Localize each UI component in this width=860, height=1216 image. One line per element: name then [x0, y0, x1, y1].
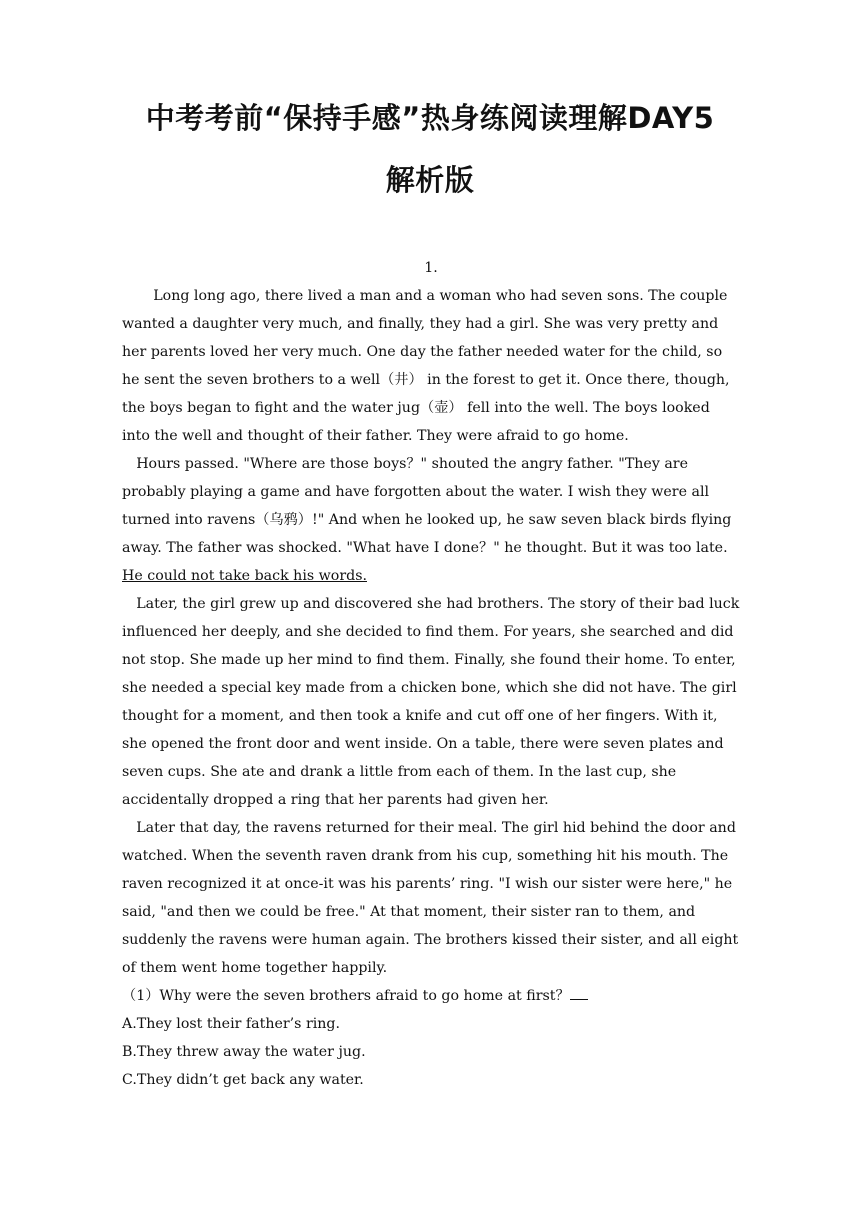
passage-paragraph-1: Long long ago, there lived a man and a woman who had seven sons. The couple wanted a daughter very much, and finally, they had a girl. She was very pretty and her parents loved her very much. One day the father needed water for the child, so he sent the seven brothers to a well（井） in the forest to get it. Once there, though, the boys began to fight and the water jug（壶） fell into the well. The boys looked into the well and thought of their father. They were afraid to go home. [122, 288, 730, 444]
document-title-line-1: 中考考前“保持手感”热身练阅读理解DAY5 [145, 101, 715, 135]
passage-paragraph-2 [122, 450, 740, 590]
paragraph-2-text: Hours passed. "Where are those boys？" shouted the angry father. "They are probably playing a game and have forgotten about the water. I wish they were all turned into ravens（乌鸦）!" And when he looked up, he saw seven black birds flying away. The father was shocked. "What have I done？" he thought. But it was too late. [122, 456, 732, 556]
question-1-stem [122, 982, 740, 1010]
option-a: A.They lost their father’s ring. [122, 1016, 340, 1032]
option-b: B.They threw away the water jug. [122, 1044, 366, 1060]
passage-paragraph-4: Later that day, the ravens returned for their meal. The girl hid behind the door and watched. When the seventh raven drank from his cup, something hit his mouth. The raven recognized it at once-it was his parents’ ring. "I wish our sister were here," he said, "and then we could be free." At that moment, their sister ran to them, and suddenly the ravens were human again. The brothers kissed their sister, and all eight of them went home together happily. [122, 820, 739, 976]
question-number: 1. [424, 260, 438, 276]
underlined-sentence: He could not take back his words. [122, 568, 367, 584]
answer-blank [570, 985, 588, 1000]
document-title-line-2: 解析版 [385, 163, 475, 197]
passage-paragraph-3: Later, the girl grew up and discovered she had brothers. The story of their bad luck influenced her deeply, and she decided to find them. For years, she searched and did not stop. She made up her mind to find them. Finally, she found their home. To enter, she needed a special key made from a chicken bone, which she did not have. The girl thought for a moment, and then took a knife and cut off one of her fingers. With it, she opened the front door and went inside. On a table, there were seven plates and seven cups. She ate and drank a little from each of them. In the last cup, she accidentally dropped a ring that her parents had given her. [122, 596, 740, 808]
option-c: C.They didn’t get back any water. [122, 1072, 364, 1088]
question-1-text: （1）Why were the seven brothers afraid to go home at first？ [122, 988, 570, 1004]
reading-section [122, 254, 740, 1094]
